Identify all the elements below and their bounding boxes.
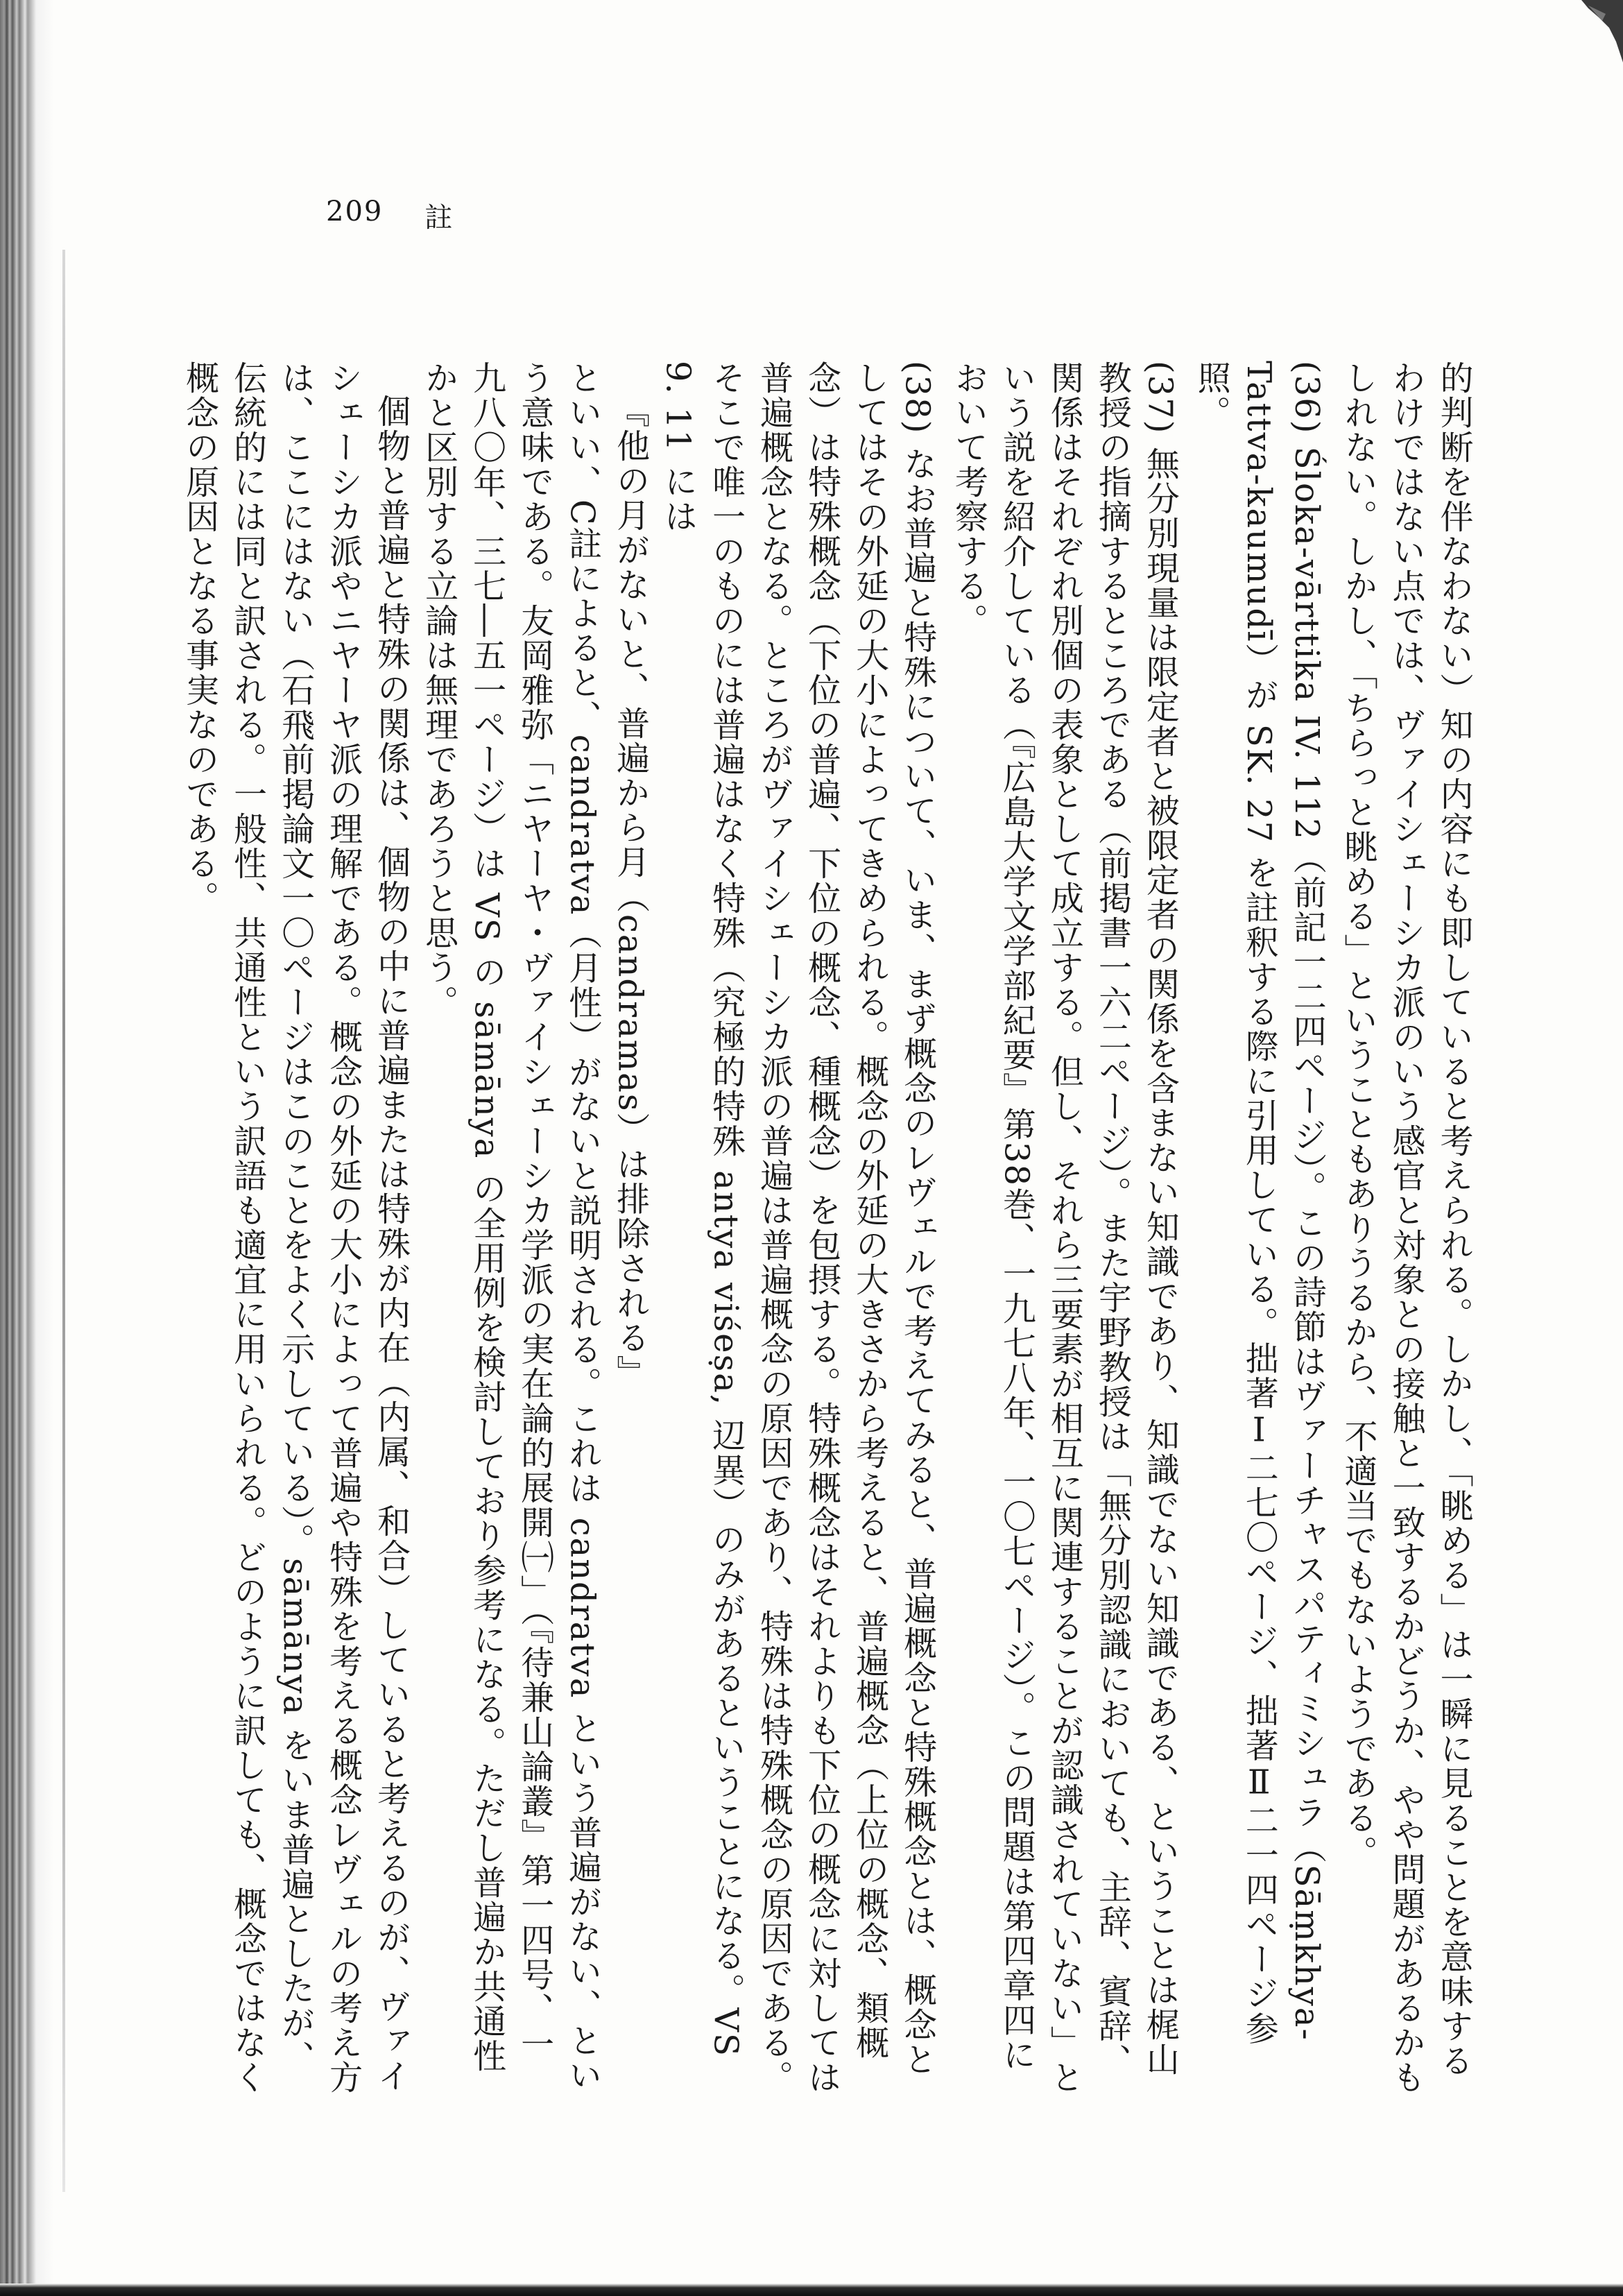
note-text: なお普遍と特殊について、いま、まず概念のレヴェルで考えてみると、普遍概念と特殊概念とは、概念としてはその外延の大小によってきめられる。概念の外延の大きさから考えると、普遍概念（上位の概念、類概念）は特殊概念（下位の普遍、下位の概念、種概念）を包摂する。特殊概念はそれよりも下位の概念に対しては普遍概念となる。ところがヴァイシェーシカ派の普遍は普遍概念の原因であり、特殊は特殊概念の原因である。そこで唯一のものには普遍はなく特殊（究極的特殊 antya viśeṣa, 辺異）のみがあるということになる。VS 9. 11 には (658, 361, 937, 2095)
paragraph-continuation (1334, 361, 1477, 2095)
note-number: (38) (898, 361, 937, 435)
notes-text-block (180, 361, 1477, 2095)
note-38 (654, 361, 945, 2095)
scan-bottom-edge (0, 2284, 1623, 2296)
scan-corner-mark (1568, 0, 1623, 62)
note-number: (37) (1140, 361, 1180, 435)
running-header (326, 196, 454, 235)
quotation-text: 『他の月がないと、普遍から月（candramas）は排除される』 (610, 394, 650, 1390)
paragraph-last (175, 361, 415, 2095)
paragraph-text: 個物と普遍と特殊の関係は、個物の中に普遍または特殊が内在（内属、和合）していると考えるのが、ヴァイシェーシカ派やニヤーヤ派の理解である。概念の外延の大小によって普遍や特殊を考える概念レヴェルの考え方は、ここにはない（石飛前掲論文一〇ページはこのことをよく示している）。sāmānya をいま普遍としたが、伝統的には同と訳される。一般性、共通性という訳語も適宜に用いられる。どのように訳しても、概念ではなく概念の原因となる事実なのである。 (180, 361, 411, 2095)
scan-binding-shadow (0, 0, 54, 2296)
quotation (606, 361, 654, 2095)
page-number: 209 (326, 196, 384, 228)
paragraph-after-quote (415, 361, 606, 2095)
section-label: 註 (424, 202, 454, 234)
paragraph-text: といい、C註によると、candratva（月性）がないと説明される。これは candratva という普遍がない、という意味である。友岡雅弥「ニヤーヤ・ヴァイシェーシカ学派の実在論的展開㈠」（『待兼山論叢』第一四号、一九八〇年、三七―五一ページ）は VS の sāmānya の全用例を検討しており参考になる。ただし普遍か共通性かと区別する立論は無理であろうと思う。 (419, 361, 602, 2093)
paragraph-text: 的判断を伴なわない）知の内容にも即していると考えられる。しかし、「眺める」は一瞬に見ることを意味するわけではない点では、ヴァイシェーシカ派のいう感官と対象との接触と一致するかどうか、やや問題があるかもしれない。しかし、「ちらっと眺める」ということもありうるから、不適当でもないようである。 (1339, 361, 1473, 2095)
note-text: Śloka-vārttika IV. 112（前記一二四ページ）。この詩節はヴァーチャスパティミシュラ（Sāṃkhya-Tattva-kaumudī）が SK. 27 を註釈する際に引用している。拙著Ⅰ二七〇ページ、拙著Ⅱ二一四ページ参照。 (1192, 361, 1327, 2046)
scan-spine-line (62, 250, 65, 2192)
note-37 (944, 361, 1187, 2095)
note-text: 無分別現量は限定者と被限定者の関係を含まない知識であり、知識でない知識である、ということは梶山教授の指摘するところである（前掲書一六二ページ）。また宇野教授は「無分別認識においても、主辞、賓辞、関係はそれぞれ別個の表象として成立する。但し、それら三要素が相互に関連することが認識されていない」という説を紹介している（『広島大学文学部紀要』第38巻、一九七八年、一〇七ページ）。この問題は第四章四において考察する。 (949, 361, 1180, 2095)
note-number: (36) (1287, 361, 1327, 435)
note-36 (1187, 361, 1334, 2095)
